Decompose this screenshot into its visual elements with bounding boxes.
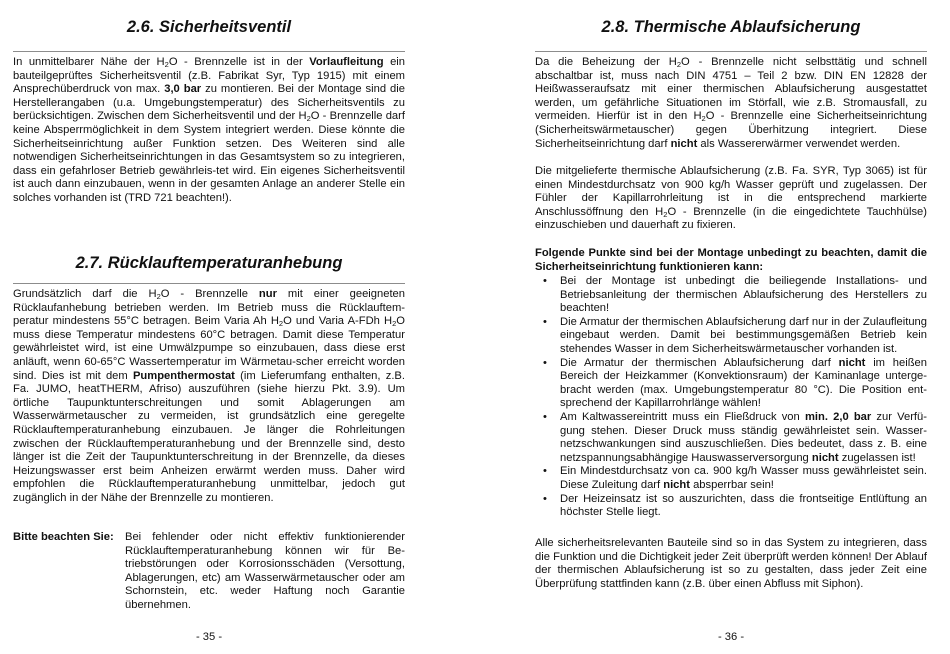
notice-text: Bei fehlender oder nicht effektiv funktionierender Rücklauftemperaturanhebung können wir für Be-triebstörungen oder Korrosionsschäden (Versottung, Ablagerungen, etc) am Wasserwärmetauscher oder am Schornstein, etc. weder Haftung noch Garantie übernehmen. <box>125 531 405 611</box>
bullet-icon: • <box>543 315 547 328</box>
text-run: Am Kaltwassereintritt muss ein Fließdruck von <box>560 410 805 423</box>
subscript: 2 <box>663 209 668 219</box>
subscript: 2 <box>392 319 397 329</box>
paragraph-beheizung <box>535 56 927 151</box>
bullet-icon: • <box>543 275 547 287</box>
bold-text: nicht <box>663 478 690 491</box>
subscript: 2 <box>306 114 311 124</box>
text-run: zugelassen ist! <box>838 451 916 464</box>
text-run: O - Brennzelle (in die eingedichtete Tauchhülse) einzuschieben und dauerhaft zu fixieren. <box>535 205 927 232</box>
list-item <box>535 316 927 357</box>
installation-checklist <box>535 275 927 520</box>
list-item <box>535 465 927 492</box>
subscript: 2 <box>676 60 681 69</box>
text-run: Bei der Montage ist unbedingt die beiliegende Installations- und Betriebsanleitung der thermischen Ablaufsicherung des Herstellers zu beachten! <box>560 275 927 315</box>
paragraph-mitgelieferte <box>535 165 927 233</box>
notice-label: Bitte beachten Sie: <box>13 531 114 543</box>
page-number: - 36 - <box>717 631 745 643</box>
bold-text: Pumpenthermostat <box>132 369 235 382</box>
section-title-ruecklauftemperaturanhebung: 2.7. Rücklauftemperaturanhebung <box>75 254 343 272</box>
text-run: mit einer geeigneten Rücklaufanhebung betrieben werden. Im Betrieb muss die Rücklauftem-peratur mindestens 55°C betragen. Beim Varia Ah H <box>13 288 405 328</box>
section-divider <box>535 51 927 52</box>
text-run: zur Verfü-gung stehen. Dieser Druck muss ständig gewährleistet sein. Wasser-netzschwankungen sind auszuschließen. Dies bedeutet, dass z. B. eine netzspannungsabhängige Hauswasserversorgung <box>560 410 927 464</box>
bullet-icon: • <box>543 492 547 505</box>
bullet-icon: • <box>543 356 547 369</box>
text-run: absperrbar sein! <box>689 478 774 491</box>
bold-text: nicht <box>811 451 839 464</box>
text-run: (im Lieferumfang enthalten, z.B. Fa. JUMO, heatTHERM, Afriso) auszuführen (siehe hierzu Pkt. 3.9). Um örtliche Taupunktunterschreitungen und somit Ablagerungen am Wasserwärmetauscher zu vermeiden, ist grundsätzlich eine geregelte Rücklauftemperaturanhebung einzubauen. Je länger die Rohrleitungen zwischen der Rücklauftemperaturanhebung und der Brennzelle sind, desto länger ist die Zeit der Taupunktunterschreitung in der Brennzelle, da dieses Heizungswasser erst beim Anheizen erwärmt werden muss. Daher wird empfohlen die Rücklauftemperaturanhebung unmittelbar, jedoch gut zugänglich in der Nähe der Brennzelle zu montieren. <box>13 369 406 504</box>
paragraph-folgende-punkte <box>535 247 927 274</box>
bold-text: Folgende Punkte sind bei der Montage unbedingt zu beachten, damit die Sicherheitseinrichtung funktionieren kann: <box>535 247 927 273</box>
bold-text: Vorlaufleitung <box>309 56 384 68</box>
list-item <box>535 411 927 465</box>
text-run: Die mitgelieferte thermische Ablaufsicherung (z.B. Fa. SYR, Typ 3065) ist für einen Mindestdurchsatz von 900 kg/h Wasser geprüft und zugelassen. Der Fühler der Kapillarrohrleitung ist in die entsprechend markierte Anschlussöffnung den H <box>535 165 927 218</box>
subscript: 2 <box>164 60 169 69</box>
text-run: O - Brennzelle darf keine Absperrmöglichkeit in dem System integriert werden. Diese könnte die Sicherheitseinrichtung außer Funktion setzen. Des Weiteren sind alle notwendigen Sicherheitseinrichtungen in das Gesamtsystem so zu integrieren, dass ein gefahrloser Betrieb gewährleis-tet wird. Ein eigenes Sicherheitsventil ist auch dann einzubauen, wenn in der gesamten Anlage an anderer Stelle ein solches vorhanden ist (TRD 721 beachten!). <box>13 110 405 204</box>
list-item <box>535 357 927 411</box>
text-run: Ein Mindestdurchsatz von ca. 900 kg/h Wasser muss gewährleistet sein. Diese Zuleitung darf <box>560 465 927 491</box>
bold-text: 3,0 bar <box>164 83 202 96</box>
page-number: - 35 - <box>195 631 223 643</box>
text-run: Da die Beheizung der H <box>535 56 677 68</box>
section-divider <box>13 283 405 284</box>
text-run: ein bauteilgeprüftes Sicherheitsventil (z.B. Fabrikat Syr, Typ 1915) mit einem Ansprechüberdruck von max. <box>13 56 405 96</box>
paragraph-sicherheitsventil <box>13 56 405 206</box>
section-divider <box>13 51 405 52</box>
page-36 <box>535 0 927 654</box>
bullet-icon: • <box>543 465 547 478</box>
bold-text: nur <box>258 288 277 300</box>
section-title-sicherheitsventil: 2.6. Sicherheitsventil <box>126 18 292 36</box>
text-run: Die Armatur der thermischen Ablaufsicherung darf nur in der Zulaufleitung eingebaut werden. Damit bei bestimmungsgemäßen Betrieb kein stehendes Wasser in dem Sicherheitswärmetauscher vorhanden ist. <box>560 315 927 355</box>
text-run: Die Armatur der thermischen Ablaufsicherung darf <box>560 356 839 369</box>
paragraph-sicherheitsrelevante-bauteile: Alle sicherheitsrelevanten Bauteile sind so in das System zu integrieren, dass die Funktion und die Dichtigkeit jeder Zeit überprüft werden können! Der Ablauf der thermischen Ablaufsicherung ist so zu gestalten, dass jeder Zeit eine Überprüfung stattfinden kann (z.B. über einen Abfluss mit Siphon). <box>535 537 927 590</box>
bold-text: min. 2,0 bar <box>804 410 872 423</box>
text-run: O - Brennzelle ist in der <box>168 56 310 68</box>
text-run: O - Brennzelle <box>160 288 259 300</box>
page-35 <box>13 0 405 654</box>
text-run: als Wassererwärmer verwendet werden. <box>697 137 901 150</box>
section-title-thermische-ablaufsicherung: 2.8. Thermische Ablaufsicherung <box>601 18 861 36</box>
text-run: O - Brennzelle eine Sicherheitseinrichtung (Sicherheitswärmetauscher) gegen Überhitzung integriert. Diese Sicherheitseinrichtung darf <box>535 110 927 150</box>
subscript: 2 <box>156 292 161 301</box>
text-run: Grundsätzlich darf die H <box>13 288 157 300</box>
bold-text: nicht <box>670 137 698 150</box>
text-run: O muss diese Temperatur mindestens 60°C betragen. Damit diese Temperatur gewährleistet wird, ist eine Umwälzpumpe so einzubauen, dass diese erst anläuft, wenn 60-65°C Wassertemperatur im Wärmetau-scher erreicht worden sind. Dies ist mit dem <box>13 315 405 382</box>
text-run: O und Varia A-FDh H <box>283 315 393 328</box>
text-run: im heißen Bereich der Heizkammer (Konvektionsraum) der Kaminanlage unterge-bracht werden (max. Umgebungstemperatur 80 °C). Die Position ent-sprechend der Kapillarrohrlänge wählen! <box>560 356 927 410</box>
subscript: 2 <box>278 319 284 329</box>
subscript: 2 <box>701 114 706 124</box>
bold-text: nicht <box>838 356 866 369</box>
paragraph-ruecklauf <box>13 288 405 506</box>
text-run: O - Brennzelle nicht selbsttätig und schnell abschaltbar ist, muss nach DIN 4751 – Teil 2 bzw. DIN EN 12828 der Heißwasseraufsatz mit einer thermischen Ablaufsicherung ausgestattet werden, um gefährliche Situationen im Störfall, wie z.B. Stromausfall, zu vermeiden. Hierfür ist in den H <box>535 56 927 123</box>
bullet-icon: • <box>543 410 547 423</box>
list-item <box>535 275 927 316</box>
text-run: In unmittelbarer Nähe der H <box>13 56 165 68</box>
text-run: Der Heizeinsatz ist so auszurichten, dass die frontseitige Entlüftung an höchster Stelle liegt. <box>560 492 927 519</box>
text-run: zu montieren. Bei der Montage sind die Herstellerangaben (u.a. Umgebungstemperatur) des Sicherheitsventils zu berücksichtigen. Zwischen dem Sicherheitsventil und der H <box>13 83 405 123</box>
list-item <box>535 493 927 520</box>
